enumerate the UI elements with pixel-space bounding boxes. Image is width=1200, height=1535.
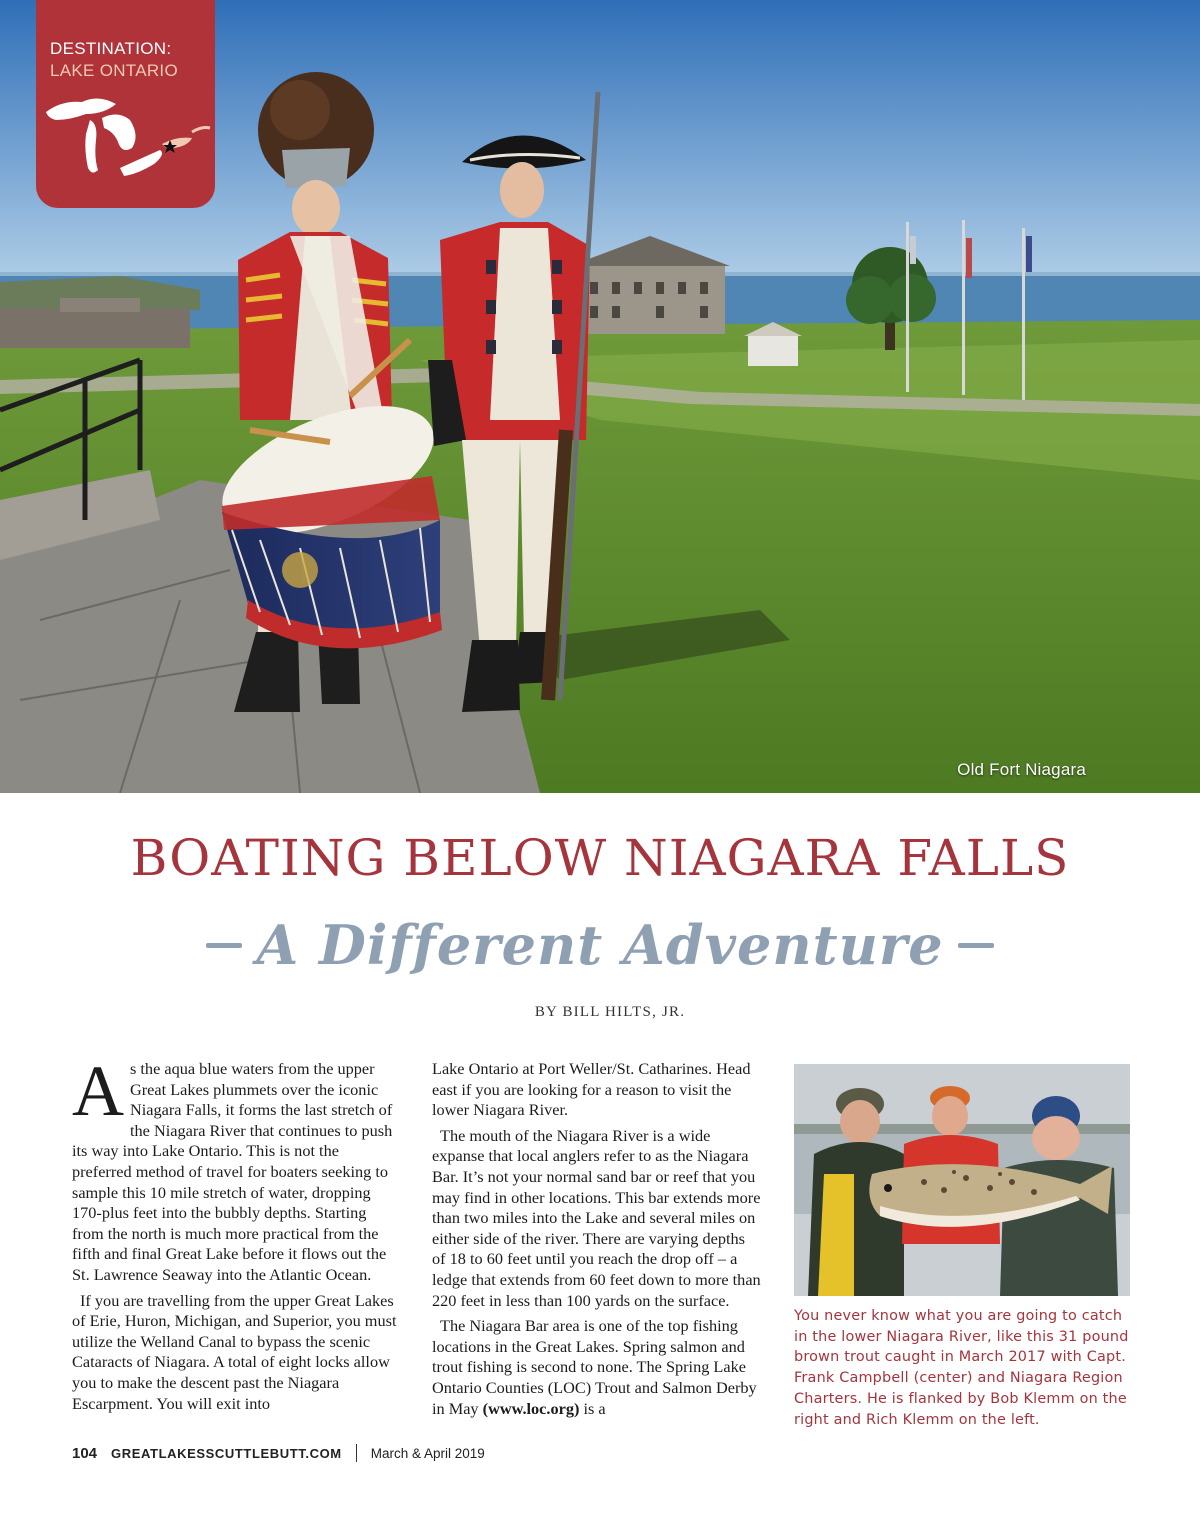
paragraph: [72, 1051, 402, 1286]
paragraph: Lake Ontario at Port Weller/St. Catharines. Head east if you are looking for a reason to visit the lower Niagara River.: [432, 1059, 751, 1120]
article-subtitle: A Different Adventure: [256, 913, 944, 977]
footer-divider: [356, 1444, 357, 1462]
fishing-photo-illustration: [794, 1064, 1130, 1296]
body-column-1: [72, 1051, 402, 1414]
page-footer: [72, 1442, 485, 1464]
article-title: BOATING BELOW NIAGARA FALLS: [130, 829, 1070, 887]
issue-date: March & April 2019: [370, 1445, 485, 1461]
inset-caption: You never know what you are going to catch in the lower Niagara River, like this 31 pound brown trout caught in March 2017 with Capt. Frank Campbell (center) and Niagara Region Charters. He is flanked by Bob Klemm on the right and Rich Klemm on the left.: [794, 1308, 1129, 1428]
photo-caption: Old Fort Niagara: [957, 760, 1086, 779]
paragraph: If you are travelling from the upper Great Lakes of Erie, Huron, Michigan, and Superior, you must utilize the Welland Canal to bypass the scenic Cataracts of Niagara. A total of eight locks allow you to make the descent past the Niagara Escarpment. You will exit into: [72, 1290, 397, 1413]
subtitle-dash-right: [958, 943, 994, 948]
subtitle-dash-left: [206, 943, 242, 948]
body-column-2: [432, 1059, 762, 1419]
inset-photo: [794, 1064, 1130, 1296]
paragraph-text: The Niagara Bar area is one of the top fishing locations in the Great Lakes. Spring salmon and trout fishing is second to none. The Spring Lake Ontario Counties (LOC) Trout and Salmon Derby in May: [432, 1316, 757, 1418]
destination-subtitle: LAKE ONTARIO: [50, 61, 178, 80]
website-link[interactable]: (www.loc.org): [482, 1398, 580, 1418]
drop-cap: A: [72, 1051, 124, 1131]
destination-title: DESTINATION:: [50, 39, 172, 58]
paragraph: [432, 1316, 762, 1419]
paragraph-text: is a: [579, 1398, 606, 1418]
paragraph-text: s the aqua blue waters from the upper Great Lakes plummets over the iconic Niagara Falls, it forms the last stretch of the Niagara River that continues to push its way into Lake Ontario. This is not the preferred method of travel for boaters seeking to sample this 10 mile stretch of water, dropping 170-plus feet into the bubbly depths. Starting from the north is much more practical from the fifth and final Great Lake before it flows out the St. Lawrence Seaway into the Atlantic Ocean.: [72, 1059, 393, 1284]
great-lakes-map-icon: [42, 84, 212, 196]
destination-tab: [36, 0, 215, 208]
footer-website[interactable]: GREATLAKESSCUTTLEBUTT.COM: [111, 1445, 342, 1461]
paragraph: The mouth of the Niagara River is a wide expanse that local anglers refer to as the Niagara Bar. It’s not your normal sand bar or reef that you may find in other locations. This bar extends more than two miles into the Lake and several miles on either side of the river. There are varying depths of 18 to 60 feet until you reach the drop off – a ledge that extends from 60 feet down to more than 220 feet in less than 100 yards on the surface.: [432, 1125, 761, 1310]
byline: BY BILL HILTS, JR.: [534, 1004, 686, 1020]
subtitle-row: [0, 905, 1200, 985]
page-number: 104: [72, 1444, 98, 1462]
destination-label: [50, 38, 178, 82]
